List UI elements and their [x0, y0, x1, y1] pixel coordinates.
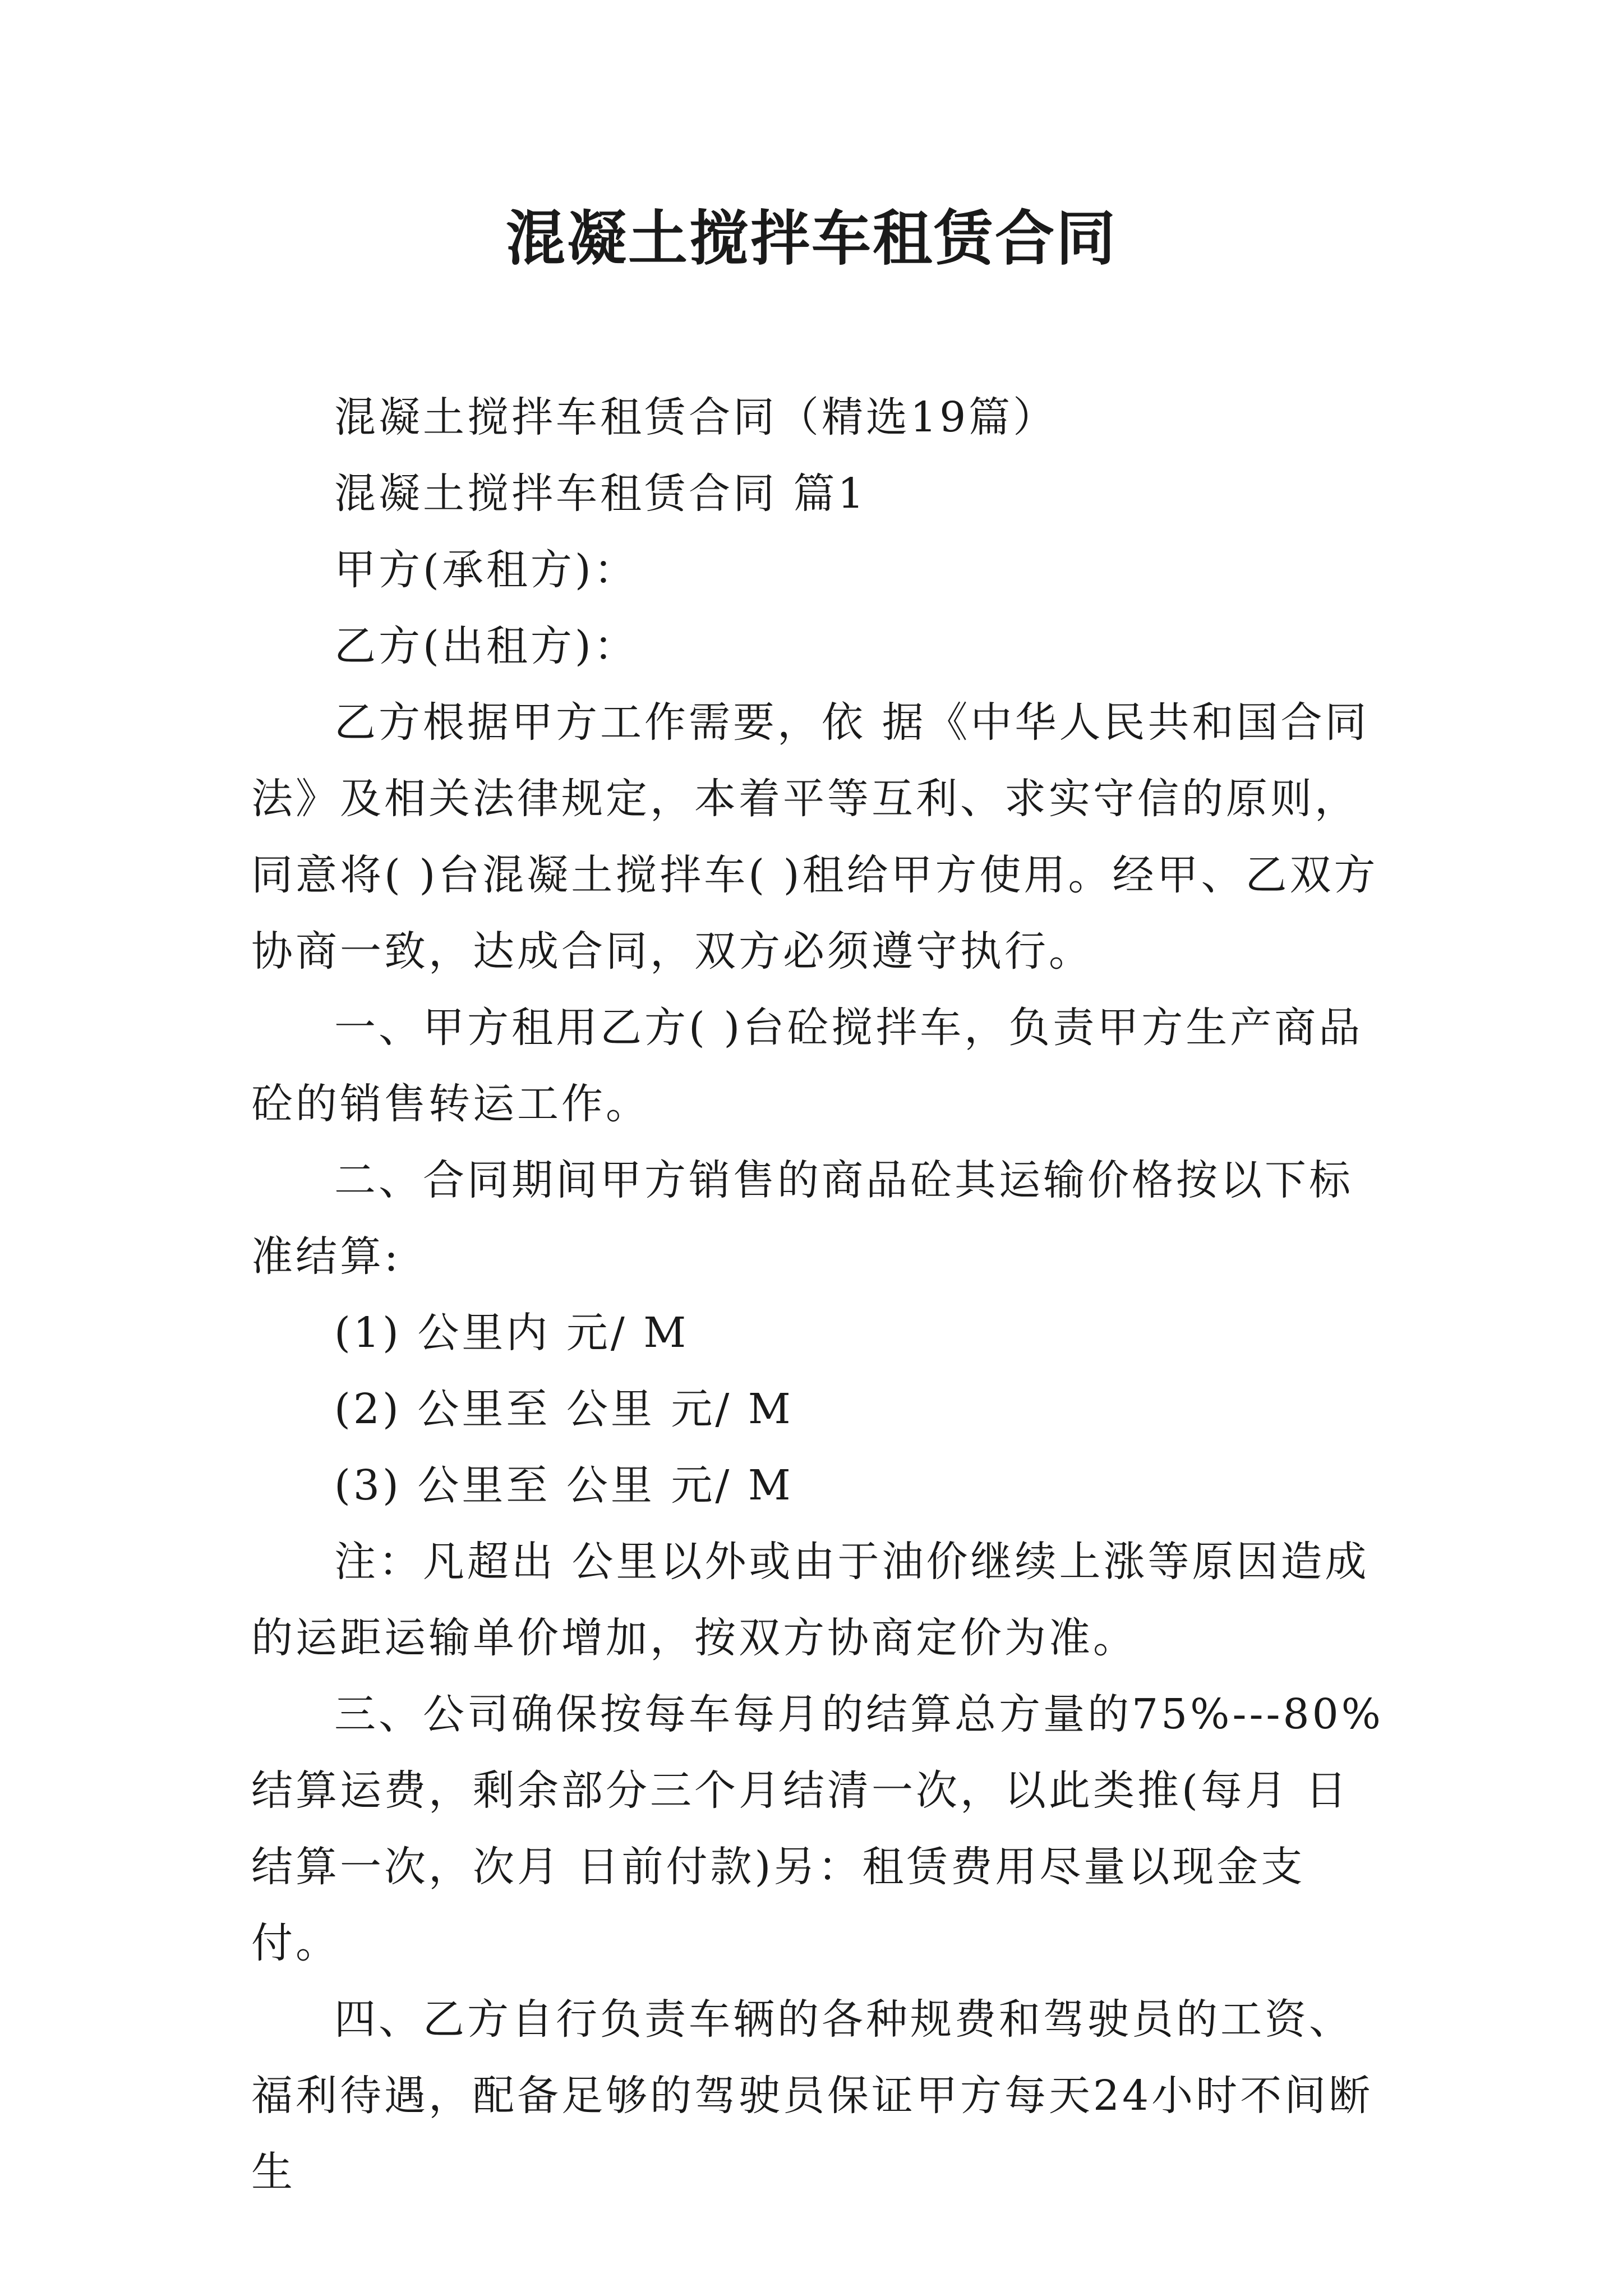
price-item-3: (3) 公里至 公里 元/ M	[334, 1461, 794, 1510]
clause-4: 四、乙方自行负责车辆的各种规费和驾驶员的工资、福利待遇，配备足够的驾驶员保证甲方每天24小时不间断生	[251, 1995, 1373, 2196]
subtitle-line: 混凝土搅拌车租赁合同（精选19篇）	[334, 393, 1058, 441]
note-paragraph: 注：凡超出 公里以外或由于油价继续上涨等原因造成的运距运输单价增加，按双方协商定价为准。	[251, 1538, 1370, 1662]
clause-2: 二、合同期间甲方销售的商品砼其运输价格按以下标准结算:	[251, 1156, 1353, 1281]
party-b-line: 乙方(出租方)：	[334, 622, 638, 670]
clause-3: 三、公司确保按每车每月的结算总方量的75%---80%结算运费，剩余部分三个月结清一次，以此类推(每月 日结算一次，次月 日前付款)另：租赁费用尽量以现金支付。	[251, 1690, 1384, 1967]
document-title: 混凝土搅拌车租赁合同	[506, 203, 1117, 273]
clause-1: 一、甲方租用乙方( )台砼搅拌车，负责甲方生产商品砼的销售转运工作。	[251, 1004, 1363, 1128]
document-body	[251, 379, 1384, 2210]
preamble-paragraph: 乙方根据甲方工作需要，依 据《中华人民共和国合同法》及相关法律规定，本着平等互利、求实守信的原则，同意将( )台混凝土搅拌车( )租给甲方使用。经甲、乙双方协商一致，达成合同，双方必须遵守执行。	[251, 698, 1378, 976]
party-a-line: 甲方(承租方)：	[334, 546, 638, 594]
section-heading: 混凝土搅拌车租赁合同 篇1	[334, 470, 867, 518]
price-item-2: (2) 公里至 公里 元/ M	[334, 1385, 794, 1433]
price-item-1: (1) 公里内 元/ M	[334, 1309, 689, 1357]
